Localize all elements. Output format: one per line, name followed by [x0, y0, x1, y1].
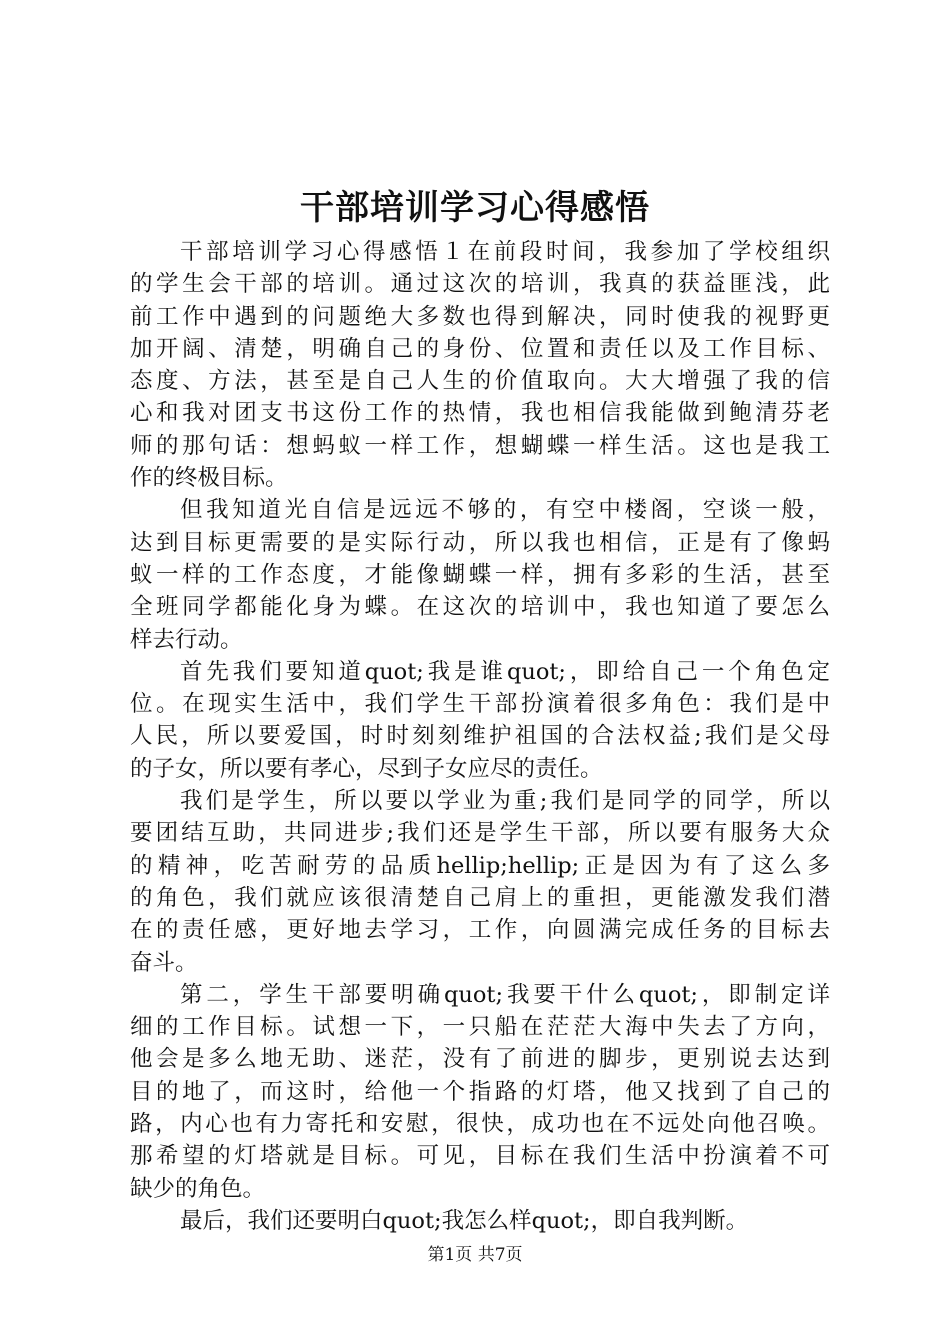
- document-title: 干部培训学习心得感悟: [300, 188, 650, 228]
- text-line: 的角色，我们就应该很清楚自己肩上的重担，更能激发我们潜: [130, 884, 830, 911]
- text-line: 第二，学生干部要明确quot;我要干什么quot;，即制定详: [180, 981, 830, 1008]
- text-line: 他会是多么地无助、迷茫，没有了前进的脚步，更别说去达到: [130, 1046, 830, 1073]
- text-line: 最后，我们还要明白quot;我怎么样quot;，即自我判断。: [180, 1207, 749, 1234]
- text-line: 我们是学生，所以要以学业为重;我们是同学的同学，所以: [180, 788, 830, 815]
- text-line: 样去行动。: [130, 626, 243, 653]
- text-line: 目的地了，而这时，给他一个指路的灯塔，他又找到了自己的: [130, 1078, 830, 1105]
- text-line: 首先我们要知道quot;我是谁quot;，即给自己一个角色定: [180, 658, 830, 685]
- text-line: 蚁一样的工作态度，才能像蝴蝶一样，拥有多彩的生活，甚至: [130, 561, 830, 588]
- page-number-footer: 第1页 共7页: [427, 1245, 523, 1265]
- text-line: 奋斗。: [130, 949, 198, 976]
- text-line: 的精神，吃苦耐劳的品质hellip;hellip;正是因为有了这么多: [130, 852, 830, 879]
- text-line: 路，内心也有力寄托和安慰，很快，成功也在不远处向他召唤。: [130, 1111, 830, 1138]
- text-line: 心和我对团支书这份工作的热情，我也相信我能做到鲍清芬老: [130, 400, 830, 427]
- document-body: [130, 236, 830, 1237]
- text-line: 但我知道光自信是远远不够的，有空中楼阁，空谈一般，: [180, 497, 830, 524]
- text-line: 师的那句话：想蚂蚁一样工作，想蝴蝶一样生活。这也是我工: [130, 432, 830, 459]
- text-line: 作的终极目标。: [130, 465, 288, 492]
- text-line: 那希望的灯塔就是目标。可见，目标在我们生活中扮演着不可: [130, 1143, 830, 1170]
- text-line: 缺少的角色。: [130, 1175, 266, 1202]
- text-line: 人民，所以要爱国，时时刻刻维护祖国的合法权益;我们是父母: [130, 723, 830, 750]
- text-line: 前工作中遇到的问题绝大多数也得到解决，同时使我的视野更: [130, 303, 830, 330]
- text-line: 全班同学都能化身为蝶。在这次的培训中，我也知道了要怎么: [130, 594, 830, 621]
- text-line: 细的工作目标。试想一下，一只船在茫茫大海中失去了方向，: [130, 1014, 830, 1041]
- text-line: 的子女，所以要有孝心，尽到子女应尽的责任。: [130, 755, 603, 782]
- text-line: 的学生会干部的培训。通过这次的培训，我真的获益匪浅，此: [130, 271, 830, 298]
- text-line: 在的责任感，更好地去学习，工作，向圆满完成任务的目标去: [130, 917, 830, 944]
- text-line: 位。在现实生活中，我们学生干部扮演着很多角色：我们是中: [130, 691, 830, 718]
- text-line: 达到目标更需要的是实际行动，所以我也相信，正是有了像蚂: [130, 529, 830, 556]
- text-line: 要团结互助，共同进步;我们还是学生干部，所以要有服务大众: [130, 820, 830, 847]
- text-line: 加开阔、清楚，明确自己的身份、位置和责任以及工作目标、: [130, 335, 830, 362]
- text-line: 干部培训学习心得感悟１在前段时间，我参加了学校组织: [180, 239, 830, 265]
- text-line: 态度、方法，甚至是自己人生的价值取向。大大增强了我的信: [130, 368, 830, 395]
